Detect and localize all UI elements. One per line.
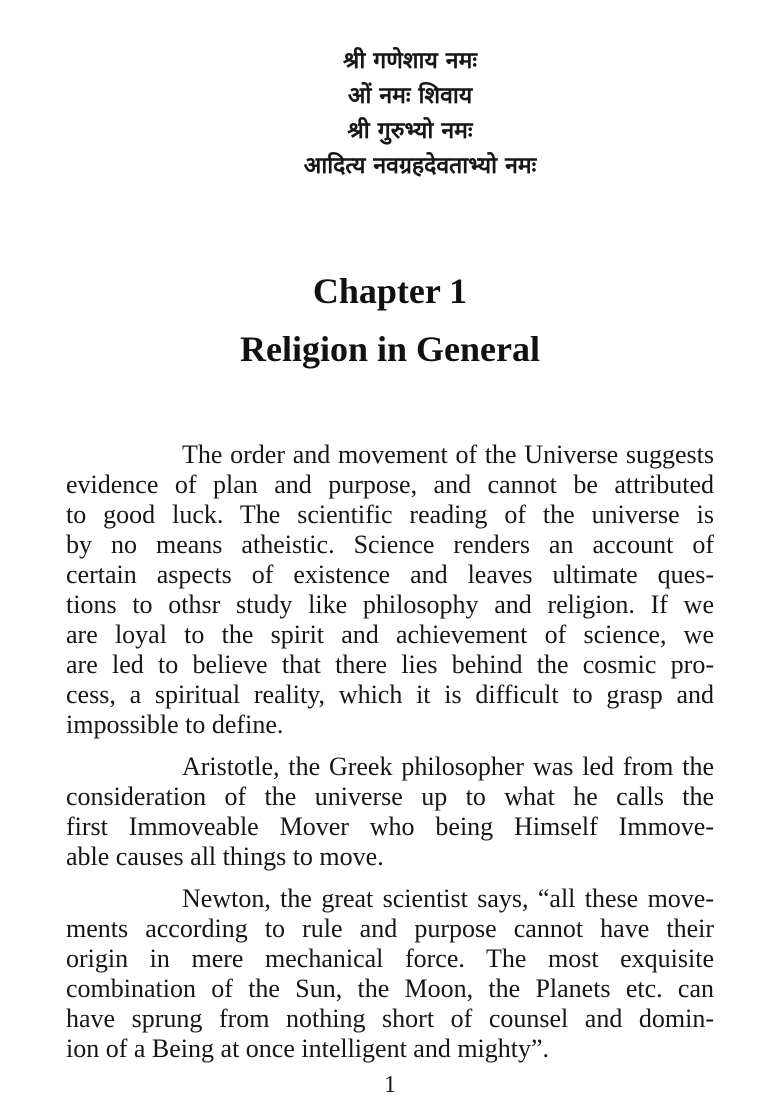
text-line: ments according to rule and purpose cannot have their bbox=[66, 914, 714, 943]
invocation-line: ओं नमः शिवाय bbox=[347, 83, 473, 109]
text-line: Newton, the great scientist says, “all these move- bbox=[182, 884, 714, 913]
text-line: Aristotle, the Greek philosopher was led from the bbox=[182, 752, 714, 781]
chapter-number: Chapter 1 bbox=[312, 271, 468, 311]
text-line: have sprung from nothing short of counsel and domin- bbox=[66, 1004, 714, 1033]
paragraph bbox=[66, 752, 714, 872]
text-line: are led to believe that there lies behind the cosmic pro- bbox=[66, 650, 714, 679]
text-line: by no means atheistic. Science renders an account of bbox=[66, 530, 714, 559]
chapter-title: Religion in General bbox=[240, 329, 540, 369]
body-text bbox=[66, 440, 714, 1076]
text-line: first Immoveable Mover who being Himself Immove- bbox=[66, 812, 714, 841]
sanskrit-invocations bbox=[0, 44, 780, 184]
text-line: The order and movement of the Universe suggests bbox=[182, 440, 714, 469]
text-line: origin in mere mechanical force. The most exquisite bbox=[66, 944, 714, 973]
text-line: are loyal to the spirit and achievement of science, we bbox=[66, 620, 714, 649]
paragraph bbox=[66, 884, 714, 1064]
invocation-line: श्री गणेशाय नमः bbox=[343, 48, 477, 74]
page-number: 1 bbox=[384, 1072, 396, 1098]
text-line: ion of a Being at once intelligent and mighty”. bbox=[66, 1034, 550, 1063]
text-line: cess, a spiritual reality, which it is difficult to grasp and bbox=[66, 680, 714, 709]
text-line: consideration of the universe up to what he calls the bbox=[66, 782, 714, 811]
invocation-line: श्री गुरुभ्यो नमः bbox=[347, 118, 473, 144]
text-line: evidence of plan and purpose, and cannot be attributed bbox=[66, 470, 714, 499]
text-line: tions to othsr study like philosophy and religion. If we bbox=[66, 590, 714, 619]
paragraph bbox=[66, 440, 714, 740]
text-line: impossible to define. bbox=[66, 710, 284, 739]
text-line: certain aspects of existence and leaves ultimate ques- bbox=[66, 560, 714, 589]
chapter-heading bbox=[0, 262, 780, 378]
text-line: combination of the Sun, the Moon, the Planets etc. can bbox=[66, 974, 714, 1003]
text-line: to good luck. The scientific reading of the universe is bbox=[66, 500, 714, 529]
invocation-line: आदित्य नवग्रहदेवताभ्यो नमः bbox=[303, 153, 537, 179]
text-line: able causes all things to move. bbox=[66, 842, 384, 871]
